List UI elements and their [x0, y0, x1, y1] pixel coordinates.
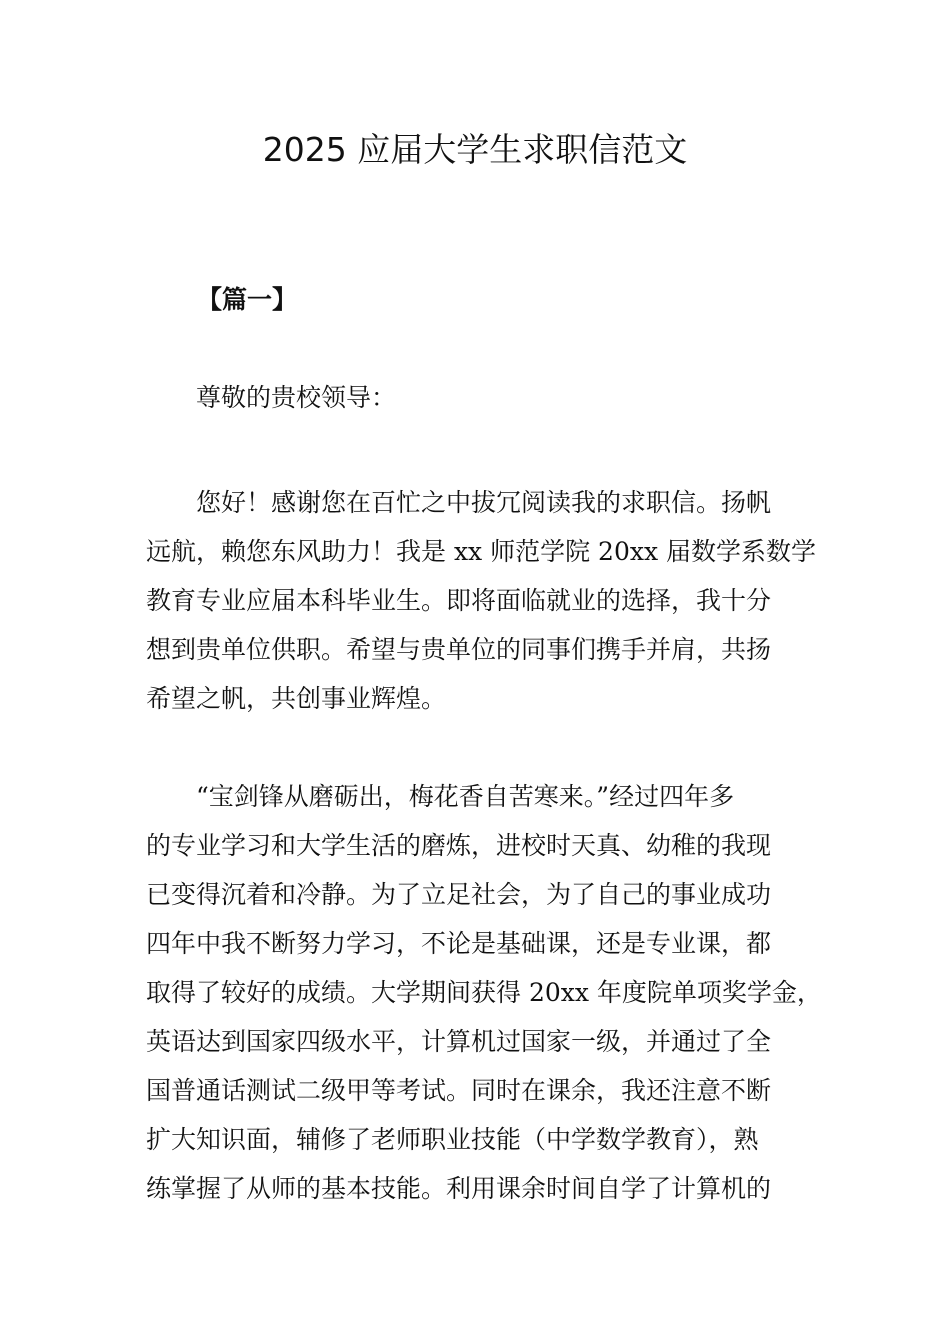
- paragraph-line: “宝剑锋从磨砺出，梅花香自苦寒来。”经过四年多: [196, 782, 735, 811]
- section-label: 【篇一】: [197, 285, 298, 314]
- paragraph-line: 想到贵单位供职。希望与贵单位的同事们携手并肩，共扬: [146, 635, 772, 664]
- paragraph-line: 的专业学习和大学生活的磨炼，进校时天真、幼稚的我现: [146, 831, 772, 860]
- paragraph-line: 取得了较好的成绩。大学期间获得 20xx 年度院单项奖学金，: [146, 978, 822, 1007]
- paragraph-line: 已变得沉着和冷静。为了立足社会，为了自己的事业成功: [146, 880, 772, 909]
- paragraph-line: 希望之帆，共创事业辉煌。: [146, 684, 447, 713]
- paragraph-line: 您好！感谢您在百忙之中拔冗阅读我的求职信。扬帆: [196, 488, 772, 517]
- paragraph-line: 四年中我不断努力学习，不论是基础课，还是专业课，都: [146, 929, 772, 958]
- salutation: 尊敬的贵校领导：: [196, 383, 397, 412]
- paragraph-line: 国普通话测试二级甲等考试。同时在课余，我还注意不断: [146, 1076, 772, 1105]
- paragraph-line: 扩大知识面，辅修了老师职业技能（中学数学教育），熟: [146, 1125, 759, 1154]
- paragraph-line: 远航，赖您东风助力！我是 xx 师范学院 20xx 届数学系数学: [146, 537, 816, 566]
- paragraph-2: [146, 772, 826, 1213]
- document-title: 2025 应届大学生求职信范文: [262, 130, 688, 169]
- paragraph-line: 教育专业应届本科毕业生。即将面临就业的选择，我十分: [146, 586, 772, 615]
- paragraph-line: 英语达到国家四级水平，计算机过国家一级，并通过了全: [146, 1027, 772, 1056]
- paragraph-1: [146, 478, 826, 723]
- paragraph-line: 练掌握了从师的基本技能。利用课余时间自学了计算机的: [146, 1174, 772, 1203]
